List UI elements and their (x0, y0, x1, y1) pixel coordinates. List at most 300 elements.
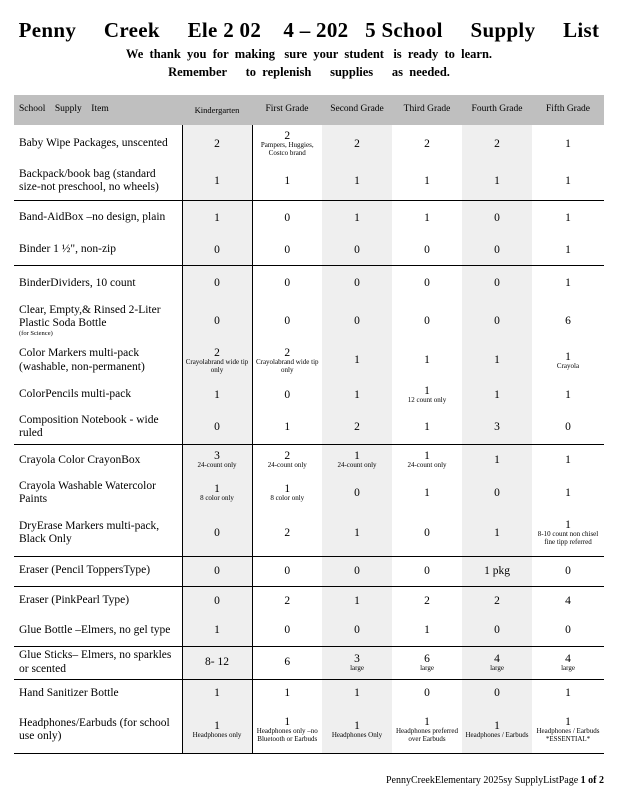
quantity-cell (322, 380, 392, 410)
quantity-cell (322, 510, 392, 556)
quantity-value: 1 (214, 483, 220, 496)
quantity-value: 2 (424, 594, 430, 607)
quantity-cell (392, 615, 462, 646)
quantity-cell (392, 235, 462, 265)
supply-item-cell (14, 380, 182, 410)
quantity-cell (462, 235, 532, 265)
page-footer (386, 775, 604, 786)
quantity-value: 0 (565, 624, 571, 637)
table-row (14, 235, 604, 265)
quantity-value: 2 (284, 594, 291, 607)
quantity-cell (322, 556, 392, 586)
quantity-value: 1 (565, 687, 571, 700)
supply-item-cell (14, 410, 182, 444)
quantity-cell (322, 444, 392, 476)
quantity-cell (392, 380, 462, 410)
quantity-cell (252, 125, 322, 163)
quantity-cell (532, 265, 604, 301)
supply-item-label: Glue Sticks– Elmers, no sparkles or scented (19, 649, 172, 675)
quantity-value: 0 (494, 211, 500, 224)
quantity-cell (252, 301, 322, 341)
quantity-cell (462, 707, 532, 753)
table-row (14, 556, 604, 586)
quantity-cell (462, 556, 532, 586)
quantity-value: 1 (494, 354, 500, 367)
supply-item-cell (14, 265, 182, 301)
quantity-value: 0 (424, 243, 430, 256)
quantity-cell (462, 510, 532, 556)
quantity-cell (392, 586, 462, 615)
quantity-cell (462, 301, 532, 341)
supply-item-label: Color Markers multi-pack (washable, non-permanent) (19, 347, 145, 373)
quantity-cell (322, 200, 392, 235)
quantity-value: 6 (424, 652, 430, 665)
quantity-value: 0 (214, 277, 220, 290)
column-header: First Grade (252, 95, 322, 125)
quantity-cell (322, 476, 392, 510)
column-header: Fourth Grade (462, 95, 532, 125)
quantity-value: 1 (354, 594, 360, 607)
quantity-value: 3 (354, 652, 360, 665)
quantity-value: 1 (565, 350, 571, 363)
quantity-cell (532, 586, 604, 615)
quantity-note: 24-count only (267, 461, 307, 470)
thank-you-line: We thank you for making sure your student is ready to learn. (125, 47, 493, 61)
table-row (14, 341, 604, 380)
quantity-value: 0 (494, 624, 500, 637)
quantity-value: 2 (284, 450, 291, 463)
quantity-value: 1 (565, 388, 571, 401)
quantity-value: 1 (214, 175, 220, 188)
quantity-value: 0 (354, 624, 360, 637)
column-header: Fifth Grade (532, 95, 604, 125)
quantity-cell (182, 679, 252, 707)
footer-text: PennyCreekElementary 2025sy SupplyListPage (385, 775, 581, 786)
quantity-value: 4 (494, 652, 500, 665)
table-header-row (14, 95, 604, 125)
supply-item-label: Binder 1 ½", non-zip (19, 243, 116, 256)
quantity-value: 0 (565, 420, 571, 433)
quantity-cell (392, 301, 462, 341)
quantity-cell (252, 615, 322, 646)
quantity-cell (392, 341, 462, 380)
supply-table (14, 95, 604, 754)
quantity-value: 0 (424, 526, 430, 539)
quantity-cell (322, 301, 392, 341)
quantity-cell (532, 476, 604, 510)
quantity-cell (462, 586, 532, 615)
quantity-value: 2 (214, 346, 220, 359)
quantity-cell (532, 235, 604, 265)
quantity-value: 1 (214, 687, 220, 700)
quantity-value: 1 (424, 175, 430, 188)
quantity-cell (392, 444, 462, 476)
quantity-note: Crayolabrand wide tip only (185, 357, 249, 374)
quantity-cell (392, 410, 462, 444)
quantity-value: 0 (284, 564, 291, 577)
quantity-value: 4 (565, 652, 571, 665)
quantity-cell (252, 235, 322, 265)
quantity-value: 2 (354, 420, 360, 433)
supply-item-label: Clear, Empty,& Rinsed 2-Liter Plastic Soda Bottle (19, 304, 161, 330)
supply-item-cell (14, 586, 182, 615)
quantity-value: 1 (214, 211, 220, 224)
quantity-value: 1 (494, 526, 500, 539)
supply-item-cell (14, 476, 182, 510)
quantity-value: 0 (354, 314, 360, 327)
quantity-cell (182, 410, 252, 444)
supply-item-label: Band-AidBox –no design, plain (19, 211, 166, 224)
quantity-cell (532, 615, 604, 646)
supply-item-label: Hand Sanitizer Bottle (19, 686, 119, 699)
quantity-cell (322, 125, 392, 163)
table-row (14, 380, 604, 410)
quantity-cell (462, 646, 532, 679)
quantity-value: 2 (424, 137, 430, 150)
quantity-cell (252, 556, 322, 586)
quantity-note: Headphones Only (331, 730, 383, 739)
page-number: 1 of 2 (580, 775, 604, 786)
supply-item-label: ColorPencils multi-pack (19, 388, 132, 401)
quantity-cell (392, 163, 462, 200)
quantity-value: 1 (214, 624, 220, 637)
quantity-value: 1 (565, 175, 571, 188)
quantity-cell (322, 265, 392, 301)
supply-item-cell (14, 646, 182, 679)
quantity-value: 1 (565, 486, 571, 499)
supply-item-cell (14, 163, 182, 200)
quantity-value: 1 (284, 420, 291, 433)
quantity-value: 0 (424, 314, 430, 327)
table-row (14, 163, 604, 200)
quantity-cell (182, 265, 252, 301)
quantity-cell (392, 125, 462, 163)
quantity-value: 1 (424, 486, 430, 499)
quantity-value: 1 (354, 354, 360, 367)
quantity-cell (462, 410, 532, 444)
table-row (14, 265, 604, 301)
quantity-cell (252, 341, 322, 380)
quantity-cell (392, 510, 462, 556)
quantity-value: 2 (214, 137, 220, 150)
quantity-cell (392, 265, 462, 301)
quantity-value: 1 (424, 624, 430, 637)
quantity-cell (392, 679, 462, 707)
quantity-value: 0 (424, 277, 430, 290)
quantity-value: 1 (354, 211, 360, 224)
quantity-cell (252, 476, 322, 510)
quantity-value: 0 (354, 564, 360, 577)
supply-item-label: Crayola Color CrayonBox (19, 453, 141, 466)
quantity-cell (532, 410, 604, 444)
quantity-cell (182, 163, 252, 200)
supply-item-cell (14, 444, 182, 476)
quantity-cell (462, 265, 532, 301)
supply-item-cell (14, 200, 182, 235)
quantity-cell (182, 380, 252, 410)
quantity-cell (462, 200, 532, 235)
quantity-cell (532, 679, 604, 707)
quantity-cell (252, 586, 322, 615)
quantity-value: 1 pkg (484, 564, 510, 577)
quantity-value: 1 (354, 526, 360, 539)
table-row (14, 646, 604, 679)
quantity-value: 0 (214, 420, 220, 433)
supply-item-cell (14, 125, 182, 163)
quantity-cell (252, 679, 322, 707)
quantity-value: 0 (424, 687, 430, 700)
table-row (14, 615, 604, 646)
quantity-value: 8- 12 (205, 656, 229, 669)
quantity-value: 2 (354, 137, 360, 150)
quantity-value: 0 (494, 243, 500, 256)
quantity-cell (182, 476, 252, 510)
quantity-cell (392, 646, 462, 679)
page-title: Penny Creek Ele 2 02 4 – 202 5 School Supply List (18, 18, 600, 42)
quantity-cell (322, 586, 392, 615)
quantity-value: 0 (354, 243, 360, 256)
quantity-note: 24-count only (337, 461, 377, 470)
quantity-value: 1 (494, 175, 500, 188)
quantity-cell (532, 510, 604, 556)
quantity-cell (532, 646, 604, 679)
quantity-cell (532, 125, 604, 163)
quantity-value: 1 (424, 354, 430, 367)
quantity-value: 1 (565, 137, 571, 150)
table-row (14, 707, 604, 753)
supply-item-label: Baby Wipe Packages, unscented (19, 137, 168, 150)
quantity-note: Headphones preferred over Earbuds (396, 727, 458, 743)
quantity-note: Headphones only –no Bluetooth or Earbuds (256, 727, 318, 743)
quantity-cell (392, 200, 462, 235)
supply-item-label: Backpack/book bag (standard size-not preschool, no wheels) (19, 168, 159, 194)
quantity-value: 1 (565, 277, 571, 290)
quantity-note: 8-10 count non chisel fine tipp referred (537, 530, 599, 546)
quantity-cell (322, 341, 392, 380)
quantity-cell (322, 163, 392, 200)
table-row (14, 200, 604, 235)
quantity-value: 0 (284, 388, 291, 401)
quantity-value: 1 (424, 385, 430, 398)
quantity-value: 0 (214, 526, 220, 539)
column-header: School Supply Item (14, 95, 182, 125)
quantity-note: 24-count only (407, 461, 447, 470)
reminder-line: Remember to replenish supplies as needed. (168, 65, 450, 79)
quantity-value: 2 (494, 594, 500, 607)
quantity-value: 2 (494, 137, 500, 150)
quantity-value: 2 (284, 346, 291, 359)
quantity-value: 3 (214, 450, 220, 463)
quantity-cell (322, 679, 392, 707)
quantity-cell (252, 410, 322, 444)
quantity-cell (392, 476, 462, 510)
table-row (14, 586, 604, 615)
quantity-value: 1 (354, 175, 360, 188)
quantity-value: 0 (494, 277, 500, 290)
quantity-value: 6 (565, 314, 571, 327)
quantity-note: large (561, 663, 575, 672)
quantity-note: 8 color only (270, 494, 305, 503)
supply-item-cell (14, 615, 182, 646)
supply-item-label: Glue Bottle –Elmers, no gel type (19, 623, 171, 636)
quantity-value: 2 (284, 130, 291, 143)
quantity-cell (322, 235, 392, 265)
supply-item-label: Composition Notebook - wide ruled (19, 413, 159, 439)
quantity-value: 0 (494, 687, 500, 700)
quantity-cell (532, 341, 604, 380)
quantity-note: Crayolabrand wide tip only (255, 357, 319, 374)
supply-item-cell (14, 556, 182, 586)
table-row (14, 476, 604, 510)
quantity-cell (252, 646, 322, 679)
quantity-value: 1 (494, 388, 500, 401)
column-header: Second Grade (322, 95, 392, 125)
quantity-value: 1 (424, 450, 430, 463)
table-row (14, 301, 604, 341)
supply-item-cell (14, 679, 182, 707)
quantity-value: 1 (354, 388, 360, 401)
quantity-value: 0 (284, 277, 291, 290)
supply-item-label: Eraser (PinkPearl Type) (19, 594, 130, 607)
supply-item-label: Headphones/Earbuds (for school use only) (19, 716, 170, 742)
quantity-cell (252, 265, 322, 301)
table-row (14, 410, 604, 444)
supply-item-cell (14, 341, 182, 380)
quantity-cell (322, 410, 392, 444)
quantity-value: 1 (565, 211, 571, 224)
quantity-cell (462, 380, 532, 410)
quantity-cell (252, 510, 322, 556)
quantity-value: 0 (284, 211, 291, 224)
table-row (14, 510, 604, 556)
quantity-value: 0 (214, 243, 220, 256)
quantity-cell (252, 200, 322, 235)
quantity-note: Headphones / Earbuds *ESSENTIAL* (536, 727, 600, 743)
supply-item-cell (14, 235, 182, 265)
quantity-cell (532, 200, 604, 235)
quantity-cell (182, 556, 252, 586)
quantity-cell (532, 707, 604, 753)
quantity-cell (532, 163, 604, 200)
quantity-value: 4 (565, 594, 571, 607)
quantity-cell (462, 444, 532, 476)
column-header: Kindergarten (182, 95, 252, 125)
quantity-note: large (350, 663, 364, 672)
supply-item-cell (14, 301, 182, 341)
quantity-value: 0 (565, 564, 571, 577)
quantity-value: 1 (284, 175, 291, 188)
quantity-value: 0 (214, 314, 220, 327)
quantity-cell (392, 556, 462, 586)
quantity-value: 3 (494, 420, 500, 433)
quantity-value: 1 (354, 450, 360, 463)
quantity-note: large (490, 663, 504, 672)
quantity-value: 0 (494, 486, 500, 499)
quantity-value: 0 (354, 486, 360, 499)
quantity-value: 1 (565, 243, 571, 256)
quantity-value: 1 (284, 483, 291, 496)
quantity-cell (462, 341, 532, 380)
quantity-value: 0 (284, 624, 291, 637)
supply-item-label: Crayola Washable Watercolor Paints (19, 479, 156, 505)
quantity-value: 0 (354, 277, 360, 290)
quantity-value: 1 (565, 454, 571, 467)
quantity-note: Headphones / Earbuds (465, 730, 529, 739)
quantity-value: 2 (284, 526, 291, 539)
quantity-value: 6 (284, 656, 291, 669)
quantity-cell (182, 615, 252, 646)
quantity-value: 0 (494, 314, 500, 327)
quantity-value: 1 (354, 719, 360, 732)
quantity-value: 0 (214, 564, 220, 577)
table-row (14, 679, 604, 707)
table-body (14, 125, 604, 753)
supply-item-label: BinderDividers, 10 count (19, 276, 136, 289)
quantity-cell (462, 125, 532, 163)
quantity-cell (182, 510, 252, 556)
quantity-cell (462, 476, 532, 510)
quantity-cell (182, 586, 252, 615)
quantity-note: Crayola (556, 361, 580, 370)
quantity-value: 1 (494, 719, 500, 732)
quantity-value: 1 (284, 687, 291, 700)
quantity-value: 1 (424, 211, 430, 224)
quantity-cell (182, 301, 252, 341)
quantity-value: 1 (214, 719, 220, 732)
supply-item-note: (for Science) (19, 330, 53, 338)
quantity-note: 12 count only (407, 396, 447, 405)
quantity-value: 1 (284, 716, 291, 729)
quantity-value: 1 (424, 420, 430, 433)
quantity-cell (182, 341, 252, 380)
quantity-cell (182, 444, 252, 476)
quantity-cell (182, 707, 252, 753)
quantity-cell (322, 646, 392, 679)
quantity-note: 8 color only (200, 494, 234, 503)
quantity-cell (532, 301, 604, 341)
quantity-note: large (420, 663, 434, 672)
supply-item-label: DryErase Markers multi-pack, Black Only (19, 519, 160, 545)
quantity-cell (252, 380, 322, 410)
table-row (14, 444, 604, 476)
quantity-cell (392, 707, 462, 753)
quantity-value: 1 (565, 716, 571, 729)
supply-item-label: Eraser (Pencil ToppersType) (19, 564, 151, 577)
quantity-value: 1 (354, 687, 360, 700)
quantity-cell (322, 615, 392, 646)
quantity-value: 1 (565, 519, 571, 532)
quantity-value: 0 (424, 564, 430, 577)
quantity-value: 1 (494, 454, 500, 467)
quantity-cell (182, 200, 252, 235)
quantity-value: 0 (284, 243, 291, 256)
quantity-cell (462, 163, 532, 200)
quantity-value: 1 (214, 388, 220, 401)
quantity-cell (182, 646, 252, 679)
quantity-cell (462, 615, 532, 646)
quantity-cell (182, 125, 252, 163)
quantity-cell (462, 679, 532, 707)
table-row (14, 125, 604, 163)
quantity-cell (252, 163, 322, 200)
quantity-note: 24-count only (197, 461, 237, 470)
quantity-value: 1 (424, 716, 430, 729)
column-header: Third Grade (392, 95, 462, 125)
quantity-cell (252, 444, 322, 476)
supply-item-cell (14, 707, 182, 753)
quantity-cell (182, 235, 252, 265)
quantity-cell (532, 556, 604, 586)
